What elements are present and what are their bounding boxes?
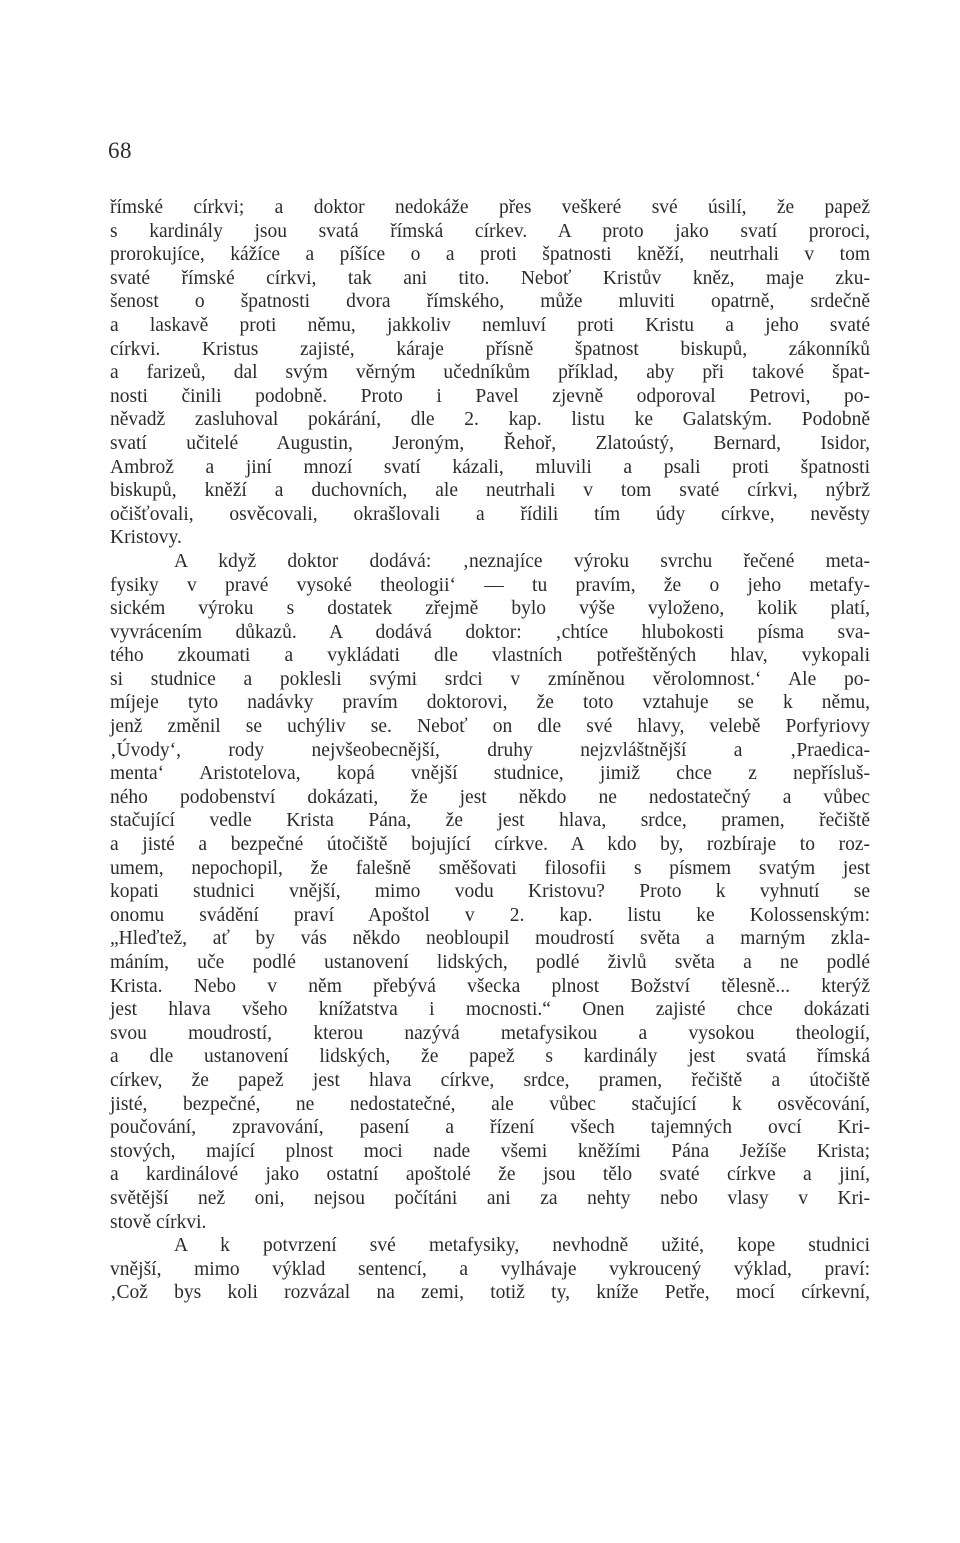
text-line: sickém výroku s dostatek zřejmě bylo výše vyloženo, kolik platí, [110, 598, 870, 620]
text-line: menta‘ Aristotelova, kopá vnější studnice, jimiž chce z nepřísluš- [110, 763, 870, 785]
text-line: tého zkoumati a vykládati dle vlastních potřeštěných hlav, vykopali [110, 645, 870, 667]
paragraph-end-line: Kristovy. [110, 527, 182, 549]
text-line: ‚Úvody‘, rody nejvšeobecnější, druhy nejzvláštnější a ‚Praedica- [110, 739, 870, 761]
text-line: ného podobenství dokázati, že jest někdo ne nedostatečný a vůbec [110, 786, 870, 808]
paragraph-end-line: stově církvi. [110, 1211, 207, 1233]
text-line: očišťovali, osvěcovali, okrašlovali a řídili tím údy církve, nevěsty [110, 503, 870, 525]
text-line: nosti činili podobně. Proto i Pavel zjevně odporoval Petrovi, po- [110, 385, 870, 407]
text-line: církev, že papež jest hlava církve, srdce, pramen, řečiště a útočiště [110, 1069, 870, 1091]
text-line: ‚Což bys koli rozvázal na zemi, totiž ty, kníže Petře, mocí církevní, [110, 1282, 870, 1304]
text-line: onomu svádění praví Apoštol v 2. kap. listu ke Kolossenským: [110, 904, 870, 926]
text-line: vnější, mimo výklad sentencí, a vylhávaje vykroucený výklad, praví: [110, 1258, 870, 1280]
text-line: svaté římské církvi, tak ani tito. Neboť Kristův kněz, maje zku- [110, 267, 870, 289]
body-text [110, 196, 870, 1305]
text-line: svou moudrostí, kterou nazývá metafysikou a vysokou theologií, [110, 1022, 870, 1044]
text-line: a jisté a bezpečné útočiště bojující církve. A kdo by, rozbíraje to roz- [110, 834, 870, 856]
text-line: A k potvrzení své metafysiky, nevhodně užité, kope studnici [174, 1235, 870, 1257]
text-line: umem, nepochopil, že falešně směšovati filosofii s písmem svatým jest [110, 857, 870, 879]
text-line: Ambrož a jiní mnozí svatí kázali, mluvili a psali proti špatnosti [110, 456, 870, 478]
text-line: fysiky v pravé vysoké theologii‘ — tu pravím, že o jeho metafy- [110, 574, 870, 596]
text-line: míjeje tyto nadávky pravím doktorovi, že toto vztahuje se k němu, [110, 692, 870, 714]
text-line: kopati studnici vnější, mimo vodu Kristovu? Proto k vyhnutí se [110, 881, 870, 903]
text-line: něvadž zasluhoval pokárání, dle 2. kap. listu ke Galatským. Podobně [110, 409, 870, 431]
text-line: máním, uče podlé ustanovení lidských, podlé živlů světa a ne podlé [110, 952, 870, 973]
text-line: jenž změnil se uchýliv se. Neboť on dle své hlavy, velebě Porfyriovy [110, 716, 870, 738]
text-line: A když doktor dodává: ‚neznajíce výroku svrchu řečené meta- [174, 550, 870, 572]
text-line: stačující vedle Krista Pána, že jest hlava, srdce, pramen, řečiště [110, 810, 870, 832]
text-line: stových, mající plnost moci nade všemi kněžími Pána Ježíše Krista; [110, 1140, 870, 1162]
text-line: světější než oni, nejsou počítáni ani za nehty nebo vlasy v Kri- [110, 1187, 870, 1209]
text-line: jest hlava všeho knížatstva i mocnosti.“ Onen zajisté chce dokázati [110, 999, 870, 1021]
text-line: poučování, zpravování, pasení a řízení všech tajemných ovcí Kri- [110, 1117, 870, 1139]
text-line: svatí učitelé Augustin, Jeroným, Řehoř, Zlatoústý, Bernard, Isidor, [110, 432, 870, 454]
text-line: prorokujíce, kážíce a píšíce o a proti špatnosti kněží, neutrhali v tom [110, 244, 870, 266]
text-line: jisté, bezpečné, ne nedostatečné, ale vůbec stačující k osvěcování, [110, 1093, 870, 1115]
text-line: s kardinály jsou svatá římská církev. A proto jako svatí proroci, [110, 220, 870, 242]
text-line: a laskavě proti němu, jakkoliv nemluví proti Kristu a jeho svaté [110, 314, 870, 336]
text-line: si studnice a poklesli svými srdci v zmíněnou věrolomnost.‘ Ale po- [110, 668, 870, 690]
text-line: Krista. Nebo v něm přebývá všecka plnost Božství tělesně... kterýž [110, 975, 870, 997]
text-line: církvi. Kristus zajisté, káraje přísně špatnost biskupů, zákonníků [110, 338, 870, 360]
text-line: a dle ustanovení lidských, že papež s kardinály jest svatá římská [110, 1046, 870, 1068]
text-line: a kardinálové jako ostatní apoštolé že jsou tělo svaté církve a jiní, [110, 1164, 870, 1186]
text-line: „Hleďtež, ať by vás někdo neobloupil moudrostí světa a marným zkla- [110, 928, 870, 950]
text-line: římské církvi; a doktor nedokáže přes veškeré své úsilí, že papež [110, 197, 870, 218]
text-line: vyvrácením důkazů. A dodává doktor: ‚chtíce hlubokosti písma sva- [110, 621, 870, 643]
text-line: šenost o špatnosti dvora římského, může mluviti opatrně, srdečně [110, 291, 870, 313]
page-number: 68 [108, 138, 132, 163]
text-line: a farizeů, dal svým věrným učedníkům příklad, aby při takové špat- [110, 362, 870, 384]
text-line: biskupů, kněží a duchovních, ale neutrhali v tom svaté církvi, nýbrž [110, 480, 870, 502]
